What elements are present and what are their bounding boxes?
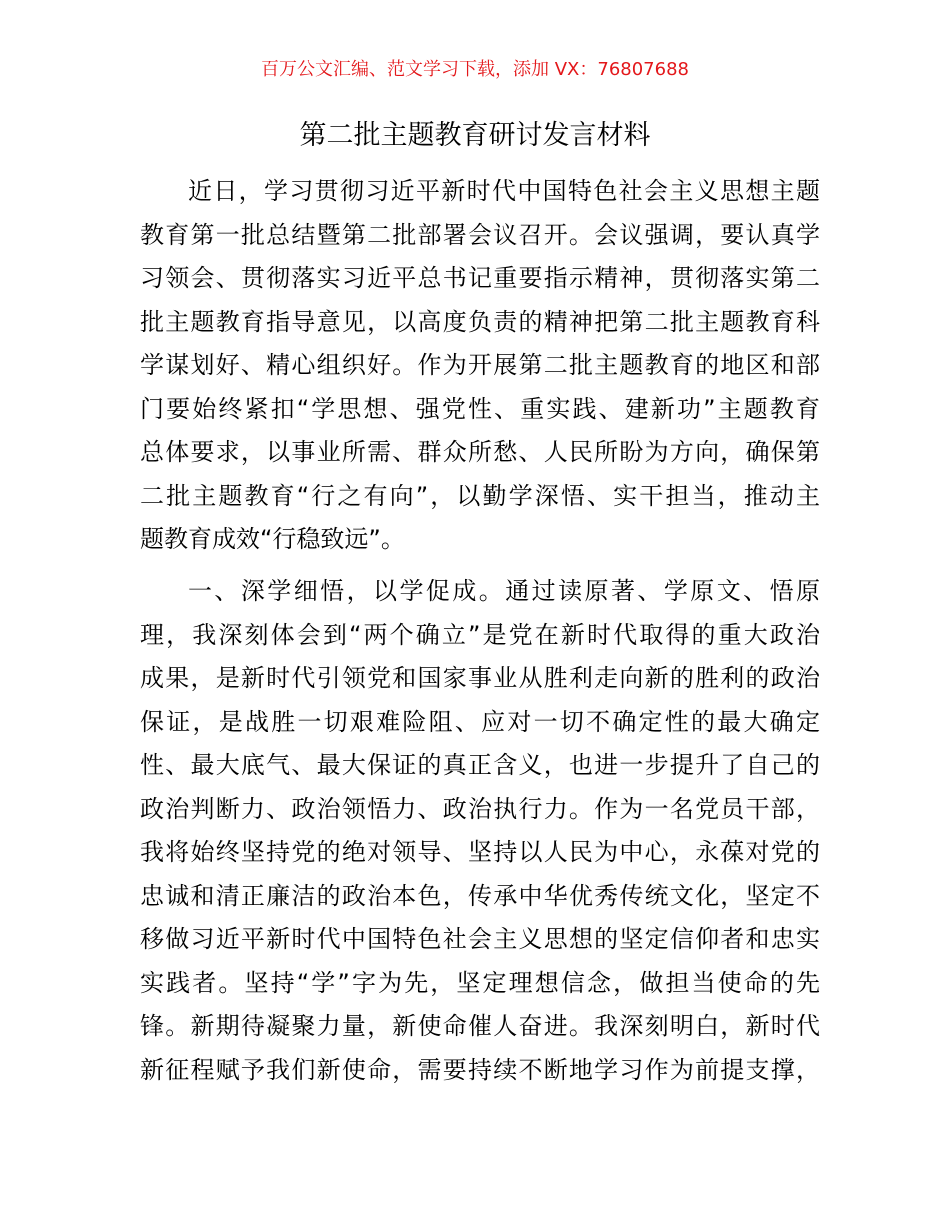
- text-line: 习领会、贯彻落实习近平总书记重要指示精神，贯彻落实第二: [140, 264, 820, 292]
- document-title: 第二批主题教育研讨发言材料: [299, 120, 651, 151]
- text-line: 实践者。坚持“学”字为先，坚定理想信念，做担当使命的先: [140, 968, 820, 997]
- text-line: 二批主题教育“行之有向”，以勤学深悟、实干担当，推动主: [140, 481, 820, 510]
- text-line: 近日，学习贯彻习近平新时代中国特色社会主义思想主题: [188, 177, 820, 205]
- text-line: 一、深学细悟，以学促成。通过读原著、学原文、悟原: [188, 577, 820, 605]
- text-line: 成果，是新时代引领党和国家事业从胜利走向新的胜利的政治: [140, 664, 820, 692]
- text-line: 移做习近平新时代中国特色社会主义思想的坚定信仰者和忠实: [140, 925, 820, 953]
- text-line: 忠诚和清正廉洁的政治本色，传承中华优秀传统文化，坚定不: [140, 881, 820, 910]
- text-line: 新征程赋予我们新使命，需要持续不断地学习作为前提支撑，: [140, 1055, 820, 1084]
- text-line: 保证，是战胜一切艰难险阻、应对一切不确定性的最大确定: [140, 707, 820, 736]
- paragraph-section-one: [140, 570, 820, 1092]
- text-line: 性、最大底气、最大保证的真正含义，也进一步提升了自己的: [140, 751, 820, 779]
- text-line: 题教育成效“行稳致远”。: [140, 525, 405, 553]
- text-line: 政治判断力、政治领悟力、政治执行力。作为一名党员干部，: [140, 794, 820, 823]
- header-notice: 百万公文汇编、范文学习下载，添加 VX：76807688: [261, 59, 689, 80]
- text-line: 学谋划好、精心组织好。作为开展第二批主题教育的地区和部: [140, 351, 820, 379]
- text-line: 教育第一批总结暨第二批部署会议召开。会议强调，要认真学: [140, 220, 820, 249]
- text-line: 批主题教育指导意见，以高度负责的精神把第二批主题教育科: [140, 307, 820, 336]
- text-line: 锋。新期待凝聚力量，新使命催人奋进。我深刻明白，新时代: [140, 1012, 820, 1040]
- text-line: 总体要求，以事业所需、群众所愁、人民所盼为方向，确保第: [140, 438, 820, 466]
- text-line: 理，我深刻体会到“两个确立”是党在新时代取得的重大政治: [140, 620, 820, 649]
- text-line: 我将始终坚持党的绝对领导、坚持以人民为中心，永葆对党的: [140, 838, 820, 866]
- text-line: 门要始终紧扣“学思想、强党性、重实践、建新功”主题教育: [140, 394, 820, 423]
- paragraph-intro: [140, 170, 820, 562]
